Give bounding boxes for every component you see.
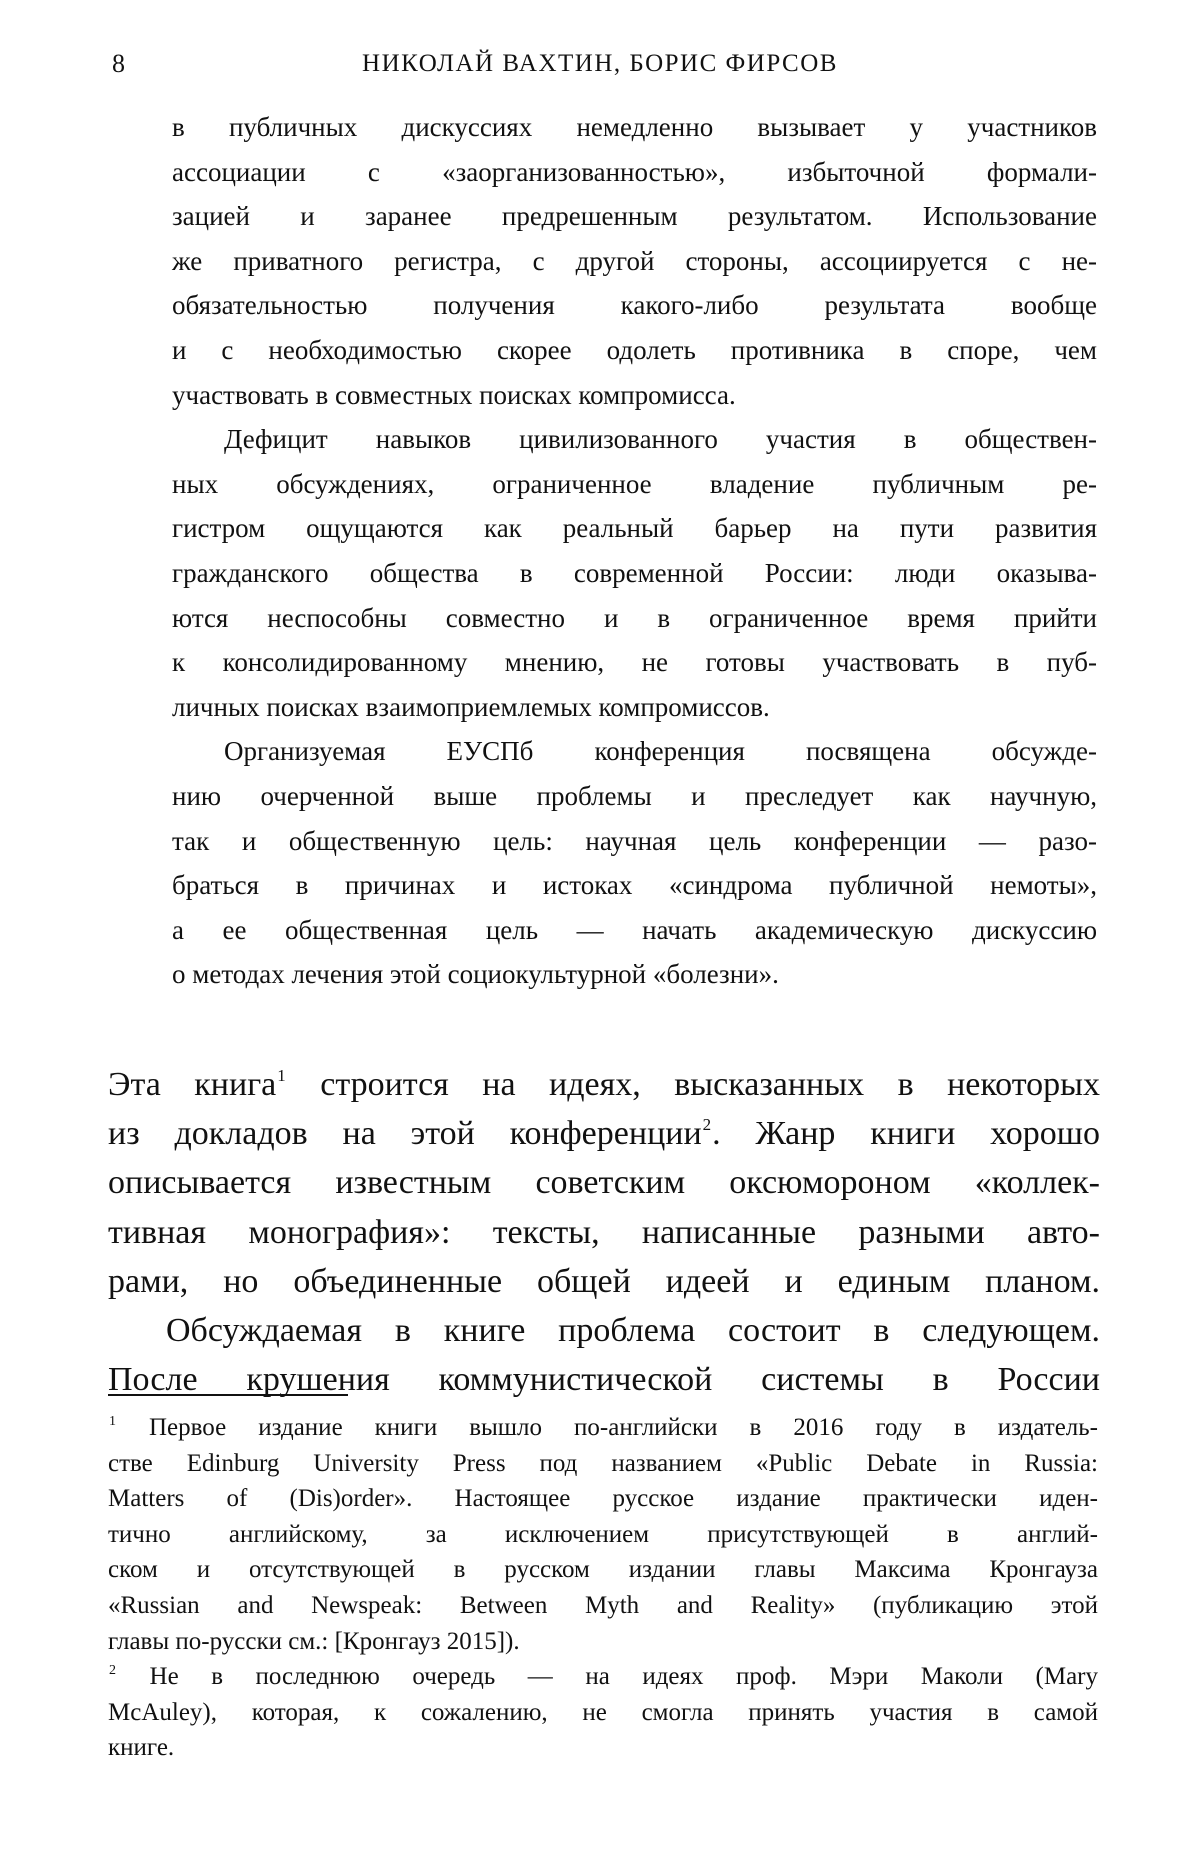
text-line: личных поисках взаимоприемлемых компромиссов. — [172, 691, 770, 722]
footnote-2 — [108, 1659, 1098, 1766]
text-run: строится на идеях, высказанных в некоторых — [286, 1066, 1100, 1103]
text-line: Обсуждаемая в книге проблема состоит в следующем. — [166, 1311, 1100, 1349]
text-line: тивная монография»: тексты, написанные разными авто- — [108, 1213, 1100, 1251]
text-line: книге. — [108, 1734, 175, 1762]
text-line: в публичных дискуссиях немедленно вызывает у участников — [172, 112, 1097, 142]
text-line: зацией и заранее предрешенным результатом. Использование — [172, 201, 1097, 232]
text-line: нию очерченной выше проблемы и преследует как научную, — [172, 780, 1097, 811]
footnote-ref-1[interactable]: 1 — [277, 1066, 286, 1085]
text-line: же приватного регистра, с другой стороны, ассоциируется с не- — [172, 245, 1097, 276]
text-line: и с необходимостью скорее одолеть противника в споре, чем — [172, 334, 1097, 365]
text-line: McAuley), которая, к сожалению, не смогла принять участия в самой — [108, 1698, 1098, 1726]
text-run: Первое издание книги вышло по-английски в 2016 году в издатель- — [117, 1414, 1098, 1441]
text-line: описывается известным советским оксюмороном «коллек- — [108, 1164, 1100, 1202]
main-paragraph-1 — [108, 1060, 1100, 1306]
main-text — [108, 1060, 1100, 1404]
text-line: браться в причинах и истоках «синдрома публичной немоты», — [172, 870, 1097, 901]
main-paragraph-2 — [108, 1306, 1100, 1404]
text-line: так и общественную цель: научная цель конференции — разо- — [172, 825, 1097, 856]
text-line — [108, 1410, 1098, 1446]
text-line: ассоциации с «заорганизованностью», избыточной формали- — [172, 156, 1097, 187]
text-line: обязательностью получения какого-либо результата вообще — [172, 290, 1097, 321]
text-line: ных обсуждениях, ограниченное владение публичным ре- — [172, 468, 1097, 499]
block-quote — [172, 105, 1097, 997]
text-line — [108, 1060, 1100, 1109]
footnote-mark-2: 2 — [109, 1663, 116, 1679]
text-line: стве Edinburg University Press под названием «Public Debate in Russia: — [108, 1449, 1098, 1477]
text-line: Matters of (Dis)order». Настоящее русское издание практически иден- — [108, 1485, 1098, 1513]
quote-paragraph-3 — [172, 729, 1097, 997]
footnote-ref-2[interactable]: 2 — [702, 1115, 712, 1135]
text-line: участвовать в совместных поисках компромисса. — [172, 379, 736, 410]
text-line: После крушения коммунистической системы в России — [108, 1361, 1100, 1399]
text-run: Не в последнюю очередь — на идеях проф. Мэри Маколи (Mary — [117, 1663, 1098, 1691]
text-line: главы по-русски см.: [Кронгауз 2015]). — [108, 1627, 520, 1655]
text-run: из докладов на этой конференции — [108, 1115, 702, 1153]
text-line: гражданского общества в современной России: люди оказыва- — [172, 557, 1097, 588]
text-line: ском и отсутствующей в русском издании главы Максима Кронгауза — [108, 1556, 1098, 1584]
footnote-mark-1: 1 — [109, 1414, 116, 1429]
text-line — [108, 1659, 1098, 1695]
text-line: ются неспособны совместно и в ограниченное время прийти — [172, 602, 1097, 633]
running-head-title: НИКОЛАЙ ВАХТИН, БОРИС ФИРСОВ — [362, 50, 838, 77]
text-line: Организуемая ЕУСПб конференция посвящена обсужде- — [224, 736, 1097, 767]
footnote-1 — [108, 1410, 1098, 1659]
page-number: 8 — [112, 49, 125, 78]
text-run: . Жанр книги хорошо — [712, 1115, 1100, 1153]
text-run: Эта книга — [108, 1066, 277, 1103]
text-line: тично английскому, за исключением присутствующей в англий- — [108, 1520, 1098, 1548]
text-line: о методах лечения этой социокультурной «болезни». — [172, 959, 779, 990]
text-line: а ее общественная цель — начать академическую дискуссию — [172, 914, 1097, 945]
footnotes — [108, 1410, 1098, 1766]
text-line: «Russian and Newspeak: Between Myth and Reality» (публикацию этой — [108, 1591, 1098, 1619]
text-line: Дефицит навыков цивилизованного участия в обществен- — [224, 424, 1097, 455]
text-line: к консолидированному мнению, не готовы участвовать в пуб- — [172, 647, 1097, 678]
quote-paragraph-1 — [172, 105, 1097, 417]
footnote-separator — [108, 1394, 348, 1396]
quote-paragraph-2 — [172, 417, 1097, 729]
text-line — [108, 1109, 1100, 1158]
text-line: гистром ощущаются как реальный барьер на пути развития — [172, 513, 1097, 544]
text-line: рами, но объединенные общей идеей и единым планом. — [108, 1262, 1100, 1300]
running-head — [0, 44, 1200, 84]
